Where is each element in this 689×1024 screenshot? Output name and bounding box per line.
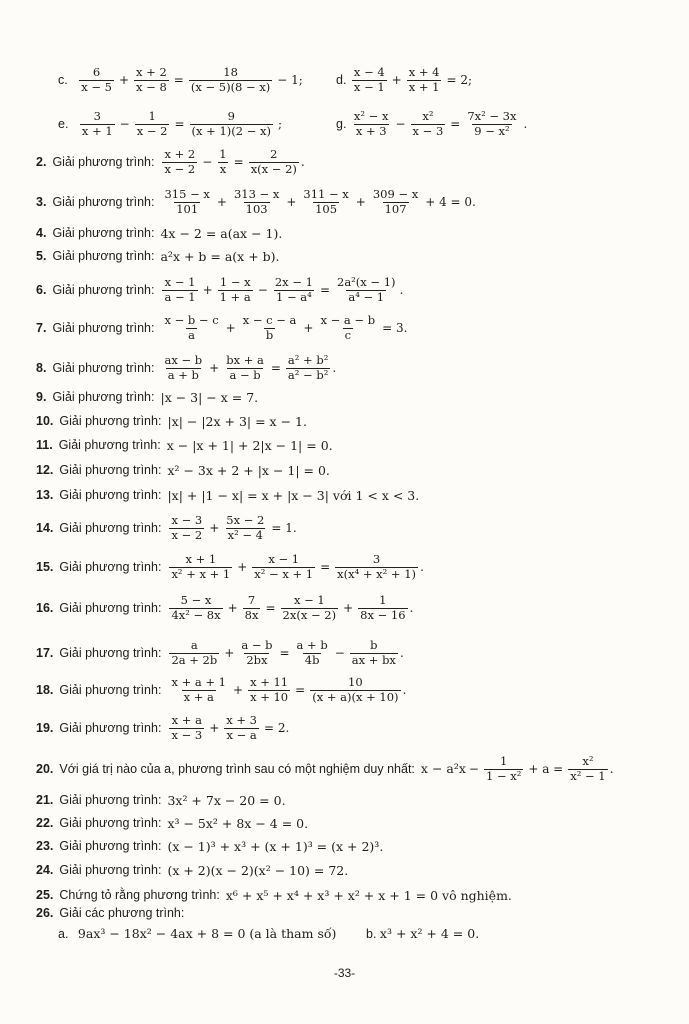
page-number: -33- xyxy=(333,966,356,980)
problem-5: 5. Giải phương trình: a²x + b = a(x + b). xyxy=(36,249,280,264)
problem-17: 17. Giải phương trình: $\frac{a}{2a + 2b}$ + $\frac{a - b}{2bx}$ = $\frac{a + b}{4b}$ − $\frac{b}{ax + bx}$ . xyxy=(36,638,404,667)
problem-15: 15. Giải phương trình: $\frac{x + 1}{\text{x² + x + 1}}$ + $\frac{x - 1}{\text{x² − x + 1}}$ = $\frac{3}{\text{x(x⁴ + x² + 1)}}$ . xyxy=(36,552,425,581)
problem-20: 20. Với giá trị nào của a, phương trình sau có một nghiệm duy nhất: x − a²x − $\frac{1}{\text{1 − x²}}$ + a = $\frac{\text{x²}}{\text{x² − 1}}$ . xyxy=(36,754,614,783)
problem-11: 11. Giải phương trình: x − |x + 1| + 2|x − 1| = 0. xyxy=(36,438,333,453)
subitem-e-eq: $\frac{3}{x + 1}$ − $\frac{1}{x - 2}$ = $\frac{9}{(x + 1)(2 - x)}$ ; xyxy=(81,109,283,138)
problem-19-eq: $\frac{x + a}{x - 3}$ + $\frac{x + 3}{x - a}$ = 2. xyxy=(171,713,290,742)
problem-13: 13. Giải phương trình: |x| + |1 − x| = x + |x − 3| với 1 < x < 3. xyxy=(36,488,420,503)
problem-10: 10. Giải phương trình: |x| − |2x + 3| = x − 1. xyxy=(36,414,307,429)
subitem-c-eq: $\frac{6}{x - 5}$ + $\frac{x + 2}{x - 8}$ = $\frac{18}{(x - 5)(8 - x)}$ − 1; xyxy=(81,65,303,94)
problem-16: 16. Giải phương trình: $\frac{5 - x}{\text{4x² − 8x}}$ + $\frac{7}{8x}$ = $\frac{x - 1}{2x(x - 2)}$ + $\frac{1}{8x - 16}$ . xyxy=(36,593,414,622)
problem-20-eq: x − a²x − $\frac{1}{\text{1 − x²}}$ + a = $\frac{\text{x²}}{\text{x² − 1}}$ . xyxy=(420,754,614,783)
subitem-letter-g: g. xyxy=(336,116,347,131)
problem-26-parts: a. 9ax³ − 18x² − 4ax + 8 = 0 (a là tham số) b. x³ + x² + 4 = 0. xyxy=(58,926,480,941)
problem-26: 26. Giải các phương trình: xyxy=(36,906,185,920)
subitem-row-cd xyxy=(36,66,659,95)
problem-6-eq: $\frac{x - 1}{a - 1}$ + $\frac{1 - x}{1 + a}$ − $\frac{2x - 1}{\text{1 − a⁴}}$ = $\frac{\text{2a²(x − 1)}}{\text{a⁴ − 1}}$ . xyxy=(164,275,404,304)
problem-14-eq: $\frac{x - 3}{x - 2}$ + $\frac{5x - 2}{\text{x² − 4}}$ = 1. xyxy=(171,513,297,542)
problem-23: 23. Giải phương trình: (x − 1)³ + x³ + (x + 1)³ = (x + 2)³. xyxy=(36,839,384,854)
problem-17-eq: $\frac{a}{2a + 2b}$ + $\frac{a - b}{2bx}$ = $\frac{a + b}{4b}$ − $\frac{b}{ax + bx}$ . xyxy=(171,638,404,667)
problem-7: 7. Giải phương trình: $\frac{x - b - c}{a}$ + $\frac{x - c - a}{b}$ + $\frac{x - a - b}{c}$ = 3. xyxy=(36,314,659,343)
problem-8: 8. Giải phương trình: $\frac{ax - b}{a + b}$ + $\frac{bx + a}{a - b}$ = $\frac{\text{a² + b²}}{\text{a² − b²}}$ . xyxy=(36,353,337,382)
problem-15-eq: $\frac{x + 1}{\text{x² + x + 1}}$ + $\frac{x - 1}{\text{x² − x + 1}}$ = $\frac{3}{\text{x(x⁴ + x² + 1)}}$ . xyxy=(171,552,425,581)
problem-3-eq: $\frac{315 - x}{101}$ + $\frac{313 - x}{103}$ + $\frac{311 - x}{105}$ + $\frac{309 - x}{107}$ + 4 = 0. xyxy=(164,187,476,216)
problem-9: 9. Giải phương trình: |x − 3| − x = 7. xyxy=(36,390,259,405)
problem-22: 22. Giải phương trình: x³ − 5x² + 8x − 4 = 0. xyxy=(36,816,309,831)
problem-14: 14. Giải phương trình: $\frac{x - 3}{x - 2}$ + $\frac{5x - 2}{\text{x² − 4}}$ = 1. xyxy=(36,514,659,543)
problem-18: 18. Giải phương trình: $\frac{x + a + 1}{x + a}$ + $\frac{x + 11}{x + 10}$ = $\frac{10}{(x + a)(x + 10)}$ . xyxy=(36,675,407,704)
problem-21: 21. Giải phương trình: 3x² + 7x − 20 = 0. xyxy=(36,793,286,808)
problem-25: 25. Chứng tỏ rằng phương trình: x⁶ + x⁵ + x⁴ + x³ + x² + x + 1 = 0 vô nghiệm. xyxy=(36,888,512,903)
problem-6: 6. Giải phương trình: $\frac{x - 1}{a - 1}$ + $\frac{1 - x}{1 + a}$ − $\frac{2x - 1}{\text{1 − a⁴}}$ = $\frac{\text{2a²(x − 1)}}{\text{a⁴ − 1}}$ . xyxy=(36,275,404,304)
subitem-letter-c: c. xyxy=(58,72,68,87)
problem-24: 24. Giải phương trình: (x + 2)(x − 2)(x² − 10) = 72. xyxy=(36,863,349,878)
problem-2: 2. Giải phương trình: $\frac{x + 2}{x - 2}$ − $\frac{1}{x}$ = $\frac{2}{x(x - 2)}$ . xyxy=(36,147,305,176)
problem-4: 4. Giải phương trình: 4x − 2 = a(ax − 1). xyxy=(36,226,283,241)
subitem-letter-d: d. xyxy=(336,72,347,87)
problem-12: 12. Giải phương trình: x² − 3x + 2 + |x − 1| = 0. xyxy=(36,463,330,478)
problem-19: 19. Giải phương trình: $\frac{x + a}{x - 3}$ + $\frac{x + 3}{x - a}$ = 2. xyxy=(36,714,659,743)
problem-8-eq: $\frac{ax - b}{a + b}$ + $\frac{bx + a}{a - b}$ = $\frac{\text{a² + b²}}{\text{a² − b²}}$ . xyxy=(164,353,337,382)
subitem-letter-e: e. xyxy=(58,116,69,131)
problem-16-eq: $\frac{5 - x}{\text{4x² − 8x}}$ + $\frac{7}{8x}$ = $\frac{x - 1}{2x(x - 2)}$ + $\frac{1}{8x - 16}$ . xyxy=(171,593,414,622)
problem-2-eq: $\frac{x + 2}{x - 2}$ − $\frac{1}{x}$ = $\frac{2}{x(x - 2)}$ . xyxy=(164,147,305,176)
problem-18-eq: $\frac{x + a + 1}{x + a}$ + $\frac{x + 11}{x + 10}$ = $\frac{10}{(x + a)(x + 10)}$ . xyxy=(171,675,407,704)
subitem-row-eg xyxy=(36,110,659,139)
problem-7-eq: $\frac{x - b - c}{a}$ + $\frac{x - c - a}{b}$ + $\frac{x - a - b}{c}$ = 3. xyxy=(164,313,408,342)
subitem-g-eq: $\frac{\text{x² − x}}{x + 3}$ − $\frac{\text{x²}}{x - 3}$ = $\frac{\text{7x² − 3x}}{\text{9 − x²}}$ . xyxy=(353,109,528,138)
problem-3: 3. Giải phương trình: $\frac{315 - x}{101}$ + $\frac{313 - x}{103}$ + $\frac{311 - x}{105}$ + $\frac{309 - x}{107}$ + 4 = 0. xyxy=(36,188,659,217)
subitem-d-eq: $\frac{x - 4}{x - 1}$ + $\frac{x + 4}{x + 1}$ = 2; xyxy=(353,65,473,94)
